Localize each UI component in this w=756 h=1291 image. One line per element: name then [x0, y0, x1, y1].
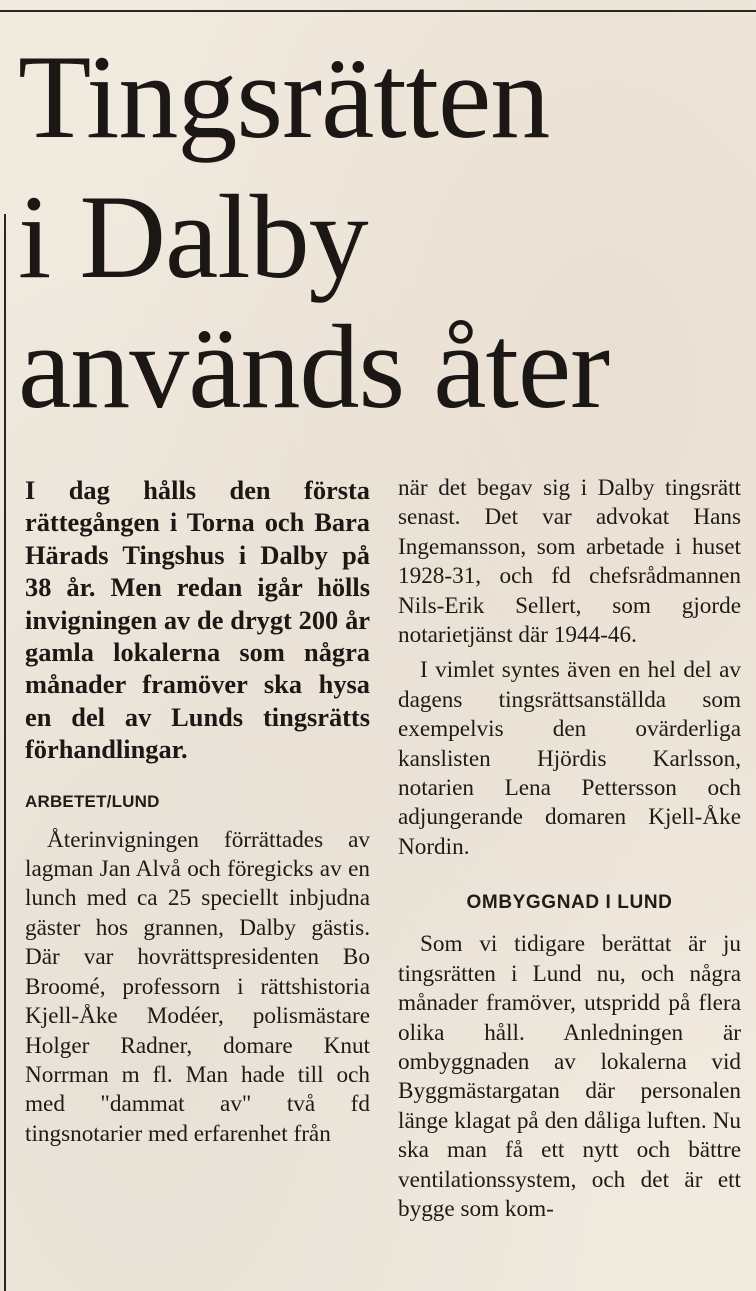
headline-line-3: används åter [18, 300, 610, 433]
left-column-rule [4, 214, 6, 1291]
byline: ARBETET/LUND [25, 791, 160, 811]
body-paragraph-1: Återinvigningen förrättades av lagman Jan Alvå och föregicks av en lunch med ca 25 speciellt inbjudna gäster hos grannen, Dalby gästis. Där var hovrättspresidenten Bo Broomé, professorn i rättshistoria Kjell-Åke Modéer, polismästare Holger Radner, domare Knut Norrman m fl. Man hade till och med "dammat av" två fd tingsnotarier med erfarenhet från [25, 826, 370, 1147]
subheading: OMBYGGNAD I LUND [466, 892, 673, 914]
right-column [398, 474, 741, 1230]
headline [18, 22, 753, 432]
top-rule [0, 10, 756, 12]
left-column [25, 474, 370, 1149]
body-paragraph-4: Som vi tidigare berättat är ju tingsrätten i Lund nu, och några månader framöver, utspridd på flera olika håll. Anledningen är ombyggnaden av lokalerna vid Byggmästargatan där personalen länge klagat på den dåliga luften. Nu ska man få ett nytt och bättre ventilationssystem, och det är ett bygge som kom- [398, 931, 741, 1222]
headline-line-2: i Dalby [18, 170, 368, 303]
lead-paragraph: I dag hålls den första rättegången i Torna och Bara Härads Tingshus i Dalby på 38 år. Men redan igår hölls invigningen av de drygt 200 år gamla lokalerna som några månader framöver ska hysa en del av Lunds tingsrätts förhandlingar. [25, 475, 370, 765]
body-paragraph-3: I vimlet syntes även en hel del av dagens tingsrättsanställda som exempelvis den ovärderliga kanslisten Hjördis Karlsson, notarien Lena Pettersson och adjungerande domaren Kjell-Åke Nordin. [398, 657, 741, 860]
headline-line-1: Tingsrätten [18, 30, 550, 163]
body-paragraph-2: när det begav sig i Dalby tingsrätt senast. Det var advokat Hans Ingemansson, som arbetade i huset 1928-31, och fd chefsrådmannen Nils-Erik Sellert, som gjorde notarietjänst där 1944-46. [398, 475, 741, 649]
